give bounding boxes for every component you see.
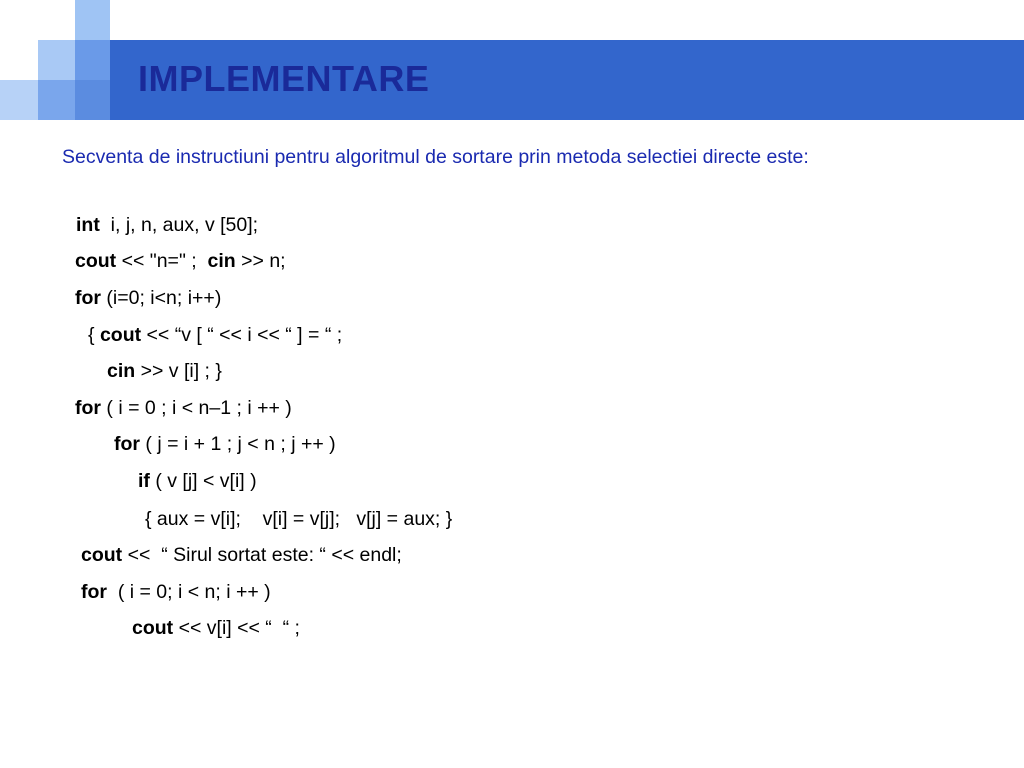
code-line: for ( j = i + 1 ; j < n ; j ++ ) [114, 433, 336, 455]
code-line: if ( v [j] < v[i] ) [138, 470, 257, 492]
decor-square [38, 40, 75, 80]
slide-title: IMPLEMENTARE [138, 58, 430, 99]
code-line: { aux = v[i]; v[i] = v[j]; v[j] = aux; } [145, 508, 453, 530]
code-line: for ( i = 0; i < n; i ++ ) [81, 581, 271, 603]
decor-square [0, 80, 38, 120]
code-line: int i, j, n, aux, v [50]; [76, 214, 259, 236]
decor-square [75, 40, 110, 80]
code-line: cout << "n=" ; cin >> n; [75, 250, 286, 272]
code-line: for (i=0; i<n; i++) [75, 287, 222, 309]
intro-text: Secventa de instructiuni pentru algoritmul de sortare prin metoda selectiei directe este: [62, 146, 809, 168]
decor-square [75, 0, 110, 40]
decor-square [0, 40, 38, 80]
decor-square [38, 80, 75, 120]
code-line: cout << v[i] << “ “ ; [132, 617, 300, 639]
code-line: { cout << “v [ “ << i << “ ] = “ ; [88, 324, 343, 346]
code-line: for ( i = 0 ; i < n–1 ; i ++ ) [75, 397, 292, 419]
code-line: cin >> v [i] ; } [107, 360, 222, 382]
code-line: cout << “ Sirul sortat este: “ << endl; [81, 544, 402, 566]
